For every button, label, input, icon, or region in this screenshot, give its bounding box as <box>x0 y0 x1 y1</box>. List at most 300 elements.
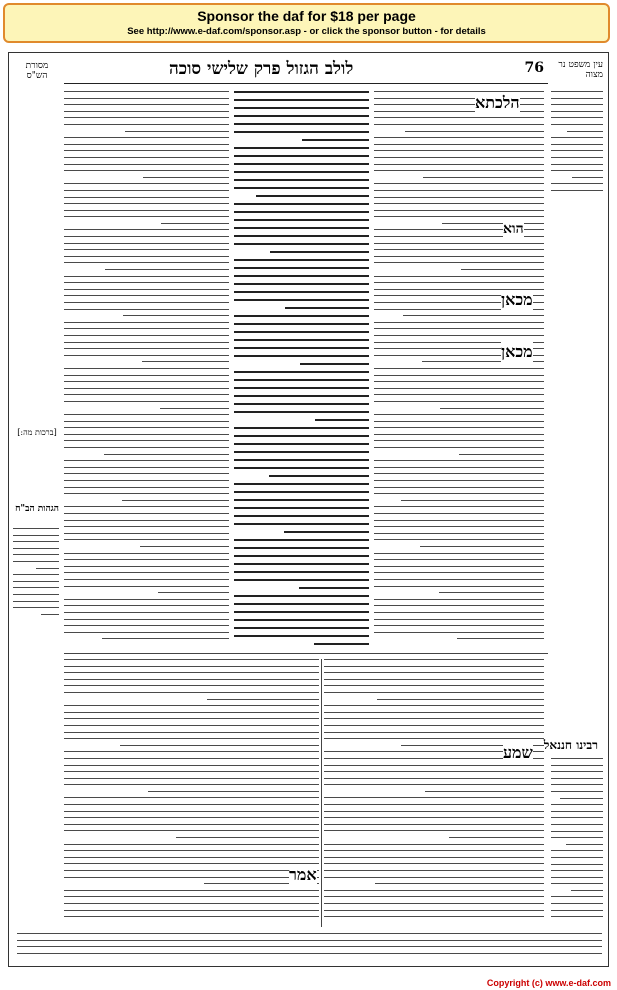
text-line <box>374 513 544 514</box>
text-line <box>64 421 229 422</box>
sponsor-title[interactable]: Sponsor the daf for $18 per page <box>197 8 416 24</box>
text-line <box>234 483 369 485</box>
text-line <box>64 844 319 845</box>
hagahot-margin <box>13 528 59 623</box>
text-line <box>551 791 603 792</box>
text-line <box>143 177 229 178</box>
text-line <box>64 381 229 382</box>
text-line <box>374 381 544 382</box>
mesorat-hashas-heading: מסורת הש"ס <box>25 61 49 81</box>
text-line <box>64 863 319 864</box>
text-line <box>64 401 229 402</box>
text-line <box>551 124 603 125</box>
text-line <box>64 751 319 752</box>
text-line <box>13 594 59 595</box>
text-line <box>374 190 544 191</box>
text-line <box>374 144 544 145</box>
text-line <box>64 586 229 587</box>
text-line <box>551 190 603 191</box>
text-line <box>374 197 544 198</box>
text-line <box>234 131 369 133</box>
text-line <box>440 408 544 409</box>
text-line <box>551 903 603 904</box>
text-line <box>64 394 229 395</box>
text-line <box>125 131 229 132</box>
text-line <box>64 124 229 125</box>
text-line <box>64 137 229 138</box>
text-line <box>234 547 369 549</box>
text-line <box>64 896 319 897</box>
text-line <box>64 368 229 369</box>
text-line <box>64 210 229 211</box>
text-line <box>64 164 229 165</box>
text-line <box>374 487 544 488</box>
text-line <box>64 778 319 779</box>
text-line <box>234 171 369 173</box>
text-line <box>374 157 544 158</box>
text-line <box>374 216 544 217</box>
text-line <box>457 638 544 639</box>
text-line <box>374 526 544 527</box>
text-line <box>551 910 603 911</box>
text-line <box>374 335 544 336</box>
text-line <box>64 289 229 290</box>
text-line <box>234 571 369 573</box>
text-line <box>374 559 544 560</box>
text-line <box>64 692 319 693</box>
text-line <box>374 124 544 125</box>
text-line <box>234 555 369 557</box>
text-line <box>234 459 369 461</box>
text-line <box>64 526 229 527</box>
text-line <box>64 170 229 171</box>
text-line <box>64 566 229 567</box>
lower-left-commentary <box>64 659 319 927</box>
text-line <box>64 328 229 329</box>
text-line <box>270 251 369 253</box>
text-line <box>566 844 603 845</box>
text-line <box>64 487 229 488</box>
text-line <box>234 155 369 157</box>
text-line <box>324 804 544 805</box>
text-line <box>324 725 544 726</box>
text-line <box>324 890 544 891</box>
text-line <box>324 659 544 660</box>
text-line <box>374 164 544 165</box>
text-line <box>374 322 544 323</box>
copyright-link[interactable]: Copyright (c) www.e-daf.com <box>486 978 611 988</box>
text-line <box>234 563 369 565</box>
text-line <box>64 322 229 323</box>
text-line <box>374 375 544 376</box>
sponsor-subtitle[interactable]: See http://www.e-daf.com/sponsor.asp - or click the sponsor button - for details <box>127 26 486 37</box>
text-line <box>64 712 319 713</box>
text-line <box>374 210 544 211</box>
text-line <box>64 111 229 112</box>
text-line <box>64 830 319 831</box>
text-line <box>374 282 544 283</box>
text-line <box>64 890 319 891</box>
text-line <box>13 607 59 608</box>
text-line <box>64 447 229 448</box>
text-line <box>64 857 319 858</box>
text-line <box>64 229 229 230</box>
text-line <box>374 473 544 474</box>
text-line <box>324 705 544 706</box>
text-line <box>64 493 229 494</box>
column-divider <box>321 659 322 927</box>
text-line <box>374 243 544 244</box>
text-line <box>234 451 369 453</box>
text-line <box>324 863 544 864</box>
text-line <box>64 190 229 191</box>
text-line <box>324 910 544 911</box>
text-line <box>234 323 369 325</box>
text-line <box>234 179 369 181</box>
text-line <box>64 473 229 474</box>
text-line <box>234 107 369 109</box>
text-line <box>64 579 229 580</box>
text-line <box>64 553 229 554</box>
text-line <box>148 791 319 792</box>
text-line <box>234 355 369 357</box>
text-line <box>374 619 544 620</box>
text-line <box>64 732 319 733</box>
rashi-column <box>374 91 544 651</box>
text-line <box>374 91 544 92</box>
text-line <box>64 150 229 151</box>
text-line <box>64 910 319 911</box>
text-line <box>64 513 229 514</box>
text-line <box>374 137 544 138</box>
text-line <box>234 443 369 445</box>
text-line <box>13 601 59 602</box>
text-line <box>374 447 544 448</box>
text-line <box>17 946 602 947</box>
text-line <box>374 506 544 507</box>
text-line <box>374 553 544 554</box>
text-line <box>64 434 229 435</box>
text-line <box>374 539 544 540</box>
text-line <box>234 467 369 469</box>
text-line <box>234 123 369 125</box>
text-line <box>234 411 369 413</box>
text-line <box>299 587 369 589</box>
text-line <box>64 539 229 540</box>
text-line <box>64 718 319 719</box>
page-number: 76 <box>524 60 544 76</box>
text-line <box>324 857 544 858</box>
text-line <box>64 249 229 250</box>
text-line <box>551 183 603 184</box>
text-line <box>285 307 369 309</box>
text-line <box>64 619 229 620</box>
text-line <box>374 586 544 587</box>
text-line <box>324 844 544 845</box>
text-line <box>234 523 369 525</box>
text-line <box>13 554 59 555</box>
text-line <box>64 335 229 336</box>
text-line <box>64 388 229 389</box>
text-line <box>551 824 603 825</box>
text-line <box>64 104 229 105</box>
text-line <box>64 738 319 739</box>
text-line <box>64 572 229 573</box>
text-line <box>234 147 369 149</box>
text-line <box>234 371 369 373</box>
text-line <box>234 499 369 501</box>
lead-word-halacha: הלכתא <box>475 93 520 112</box>
text-line <box>374 401 544 402</box>
page-title: לולב הגזול פרק שלישי סוכה <box>169 59 354 79</box>
text-line <box>374 612 544 613</box>
text-line <box>374 520 544 521</box>
text-line <box>122 500 229 501</box>
text-line <box>551 758 603 759</box>
text-line <box>374 440 544 441</box>
text-line <box>551 811 603 812</box>
text-line <box>234 187 369 189</box>
text-line <box>551 778 603 779</box>
text-line <box>64 256 229 257</box>
text-line <box>64 282 229 283</box>
text-line <box>64 612 229 613</box>
text-line <box>64 705 319 706</box>
lead-word-mikan-2: מכאן <box>501 342 533 361</box>
text-line <box>64 91 229 92</box>
text-line <box>234 243 369 245</box>
text-line <box>234 331 369 333</box>
text-line <box>234 635 369 637</box>
text-line <box>41 614 59 615</box>
text-line <box>13 587 59 588</box>
text-line <box>64 666 319 667</box>
text-line <box>374 183 544 184</box>
text-line <box>551 864 603 865</box>
text-line <box>374 368 544 369</box>
text-line <box>324 824 544 825</box>
text-line <box>374 427 544 428</box>
text-line <box>551 91 603 92</box>
text-line <box>64 771 319 772</box>
text-line <box>64 659 319 660</box>
text-line <box>374 460 544 461</box>
text-line <box>234 259 369 261</box>
text-line <box>324 685 544 686</box>
text-line <box>551 765 603 766</box>
text-line <box>64 559 229 560</box>
text-line <box>571 890 603 891</box>
text-line <box>459 454 544 455</box>
text-line <box>64 784 319 785</box>
text-line <box>324 811 544 812</box>
text-line <box>64 98 229 99</box>
lead-word-mikan: מכאן <box>501 290 533 309</box>
text-line <box>64 520 229 521</box>
text-line <box>374 566 544 567</box>
text-line <box>13 535 59 536</box>
text-line <box>234 427 369 429</box>
sponsor-banner[interactable] <box>3 3 610 43</box>
hagahot-heading: הגהות הב"ח <box>15 504 59 514</box>
text-line <box>64 811 319 812</box>
text-line <box>374 249 544 250</box>
text-line <box>324 870 544 871</box>
text-line <box>234 267 369 269</box>
text-line <box>551 877 603 878</box>
text-line <box>234 515 369 517</box>
text-line <box>64 309 229 310</box>
text-line <box>234 315 369 317</box>
text-line <box>234 603 369 605</box>
text-line <box>234 403 369 405</box>
text-line <box>234 275 369 277</box>
text-line <box>64 262 229 263</box>
text-line <box>120 745 319 746</box>
text-line <box>64 877 319 878</box>
text-line <box>374 117 544 118</box>
text-line <box>324 850 544 851</box>
lead-word-shema: שמע <box>503 743 533 762</box>
text-line <box>64 533 229 534</box>
text-line <box>374 533 544 534</box>
text-line <box>551 111 603 112</box>
text-line <box>300 363 369 365</box>
text-line <box>64 157 229 158</box>
text-line <box>64 797 319 798</box>
text-line <box>461 269 544 270</box>
text-line <box>324 771 544 772</box>
text-line <box>324 817 544 818</box>
text-line <box>176 837 319 838</box>
text-line <box>64 804 319 805</box>
text-line <box>234 627 369 629</box>
text-line <box>324 903 544 904</box>
text-line <box>302 139 370 141</box>
text-line <box>324 916 544 917</box>
text-line <box>64 480 229 481</box>
text-line <box>403 315 544 316</box>
text-line <box>439 592 544 593</box>
text-line <box>17 940 602 941</box>
text-line <box>64 758 319 759</box>
text-line <box>374 467 544 468</box>
text-line <box>234 339 369 341</box>
text-line <box>420 546 544 547</box>
text-line <box>234 435 369 437</box>
text-line <box>13 574 59 575</box>
text-line <box>234 283 369 285</box>
text-line <box>324 672 544 673</box>
text-line <box>234 379 369 381</box>
text-line <box>105 269 229 270</box>
text-line <box>64 236 229 237</box>
lead-word-amar: אמר <box>289 865 317 884</box>
text-line <box>64 903 319 904</box>
text-line <box>551 104 603 105</box>
text-line <box>64 197 229 198</box>
text-line <box>234 347 369 349</box>
header-rule <box>64 83 548 84</box>
text-line <box>207 699 319 700</box>
text-line <box>13 548 59 549</box>
text-line <box>551 784 603 785</box>
brachot-reference: [ברכות מה:] <box>17 428 57 437</box>
text-line <box>64 440 229 441</box>
text-line <box>324 765 544 766</box>
text-line <box>442 223 544 224</box>
lead-word-hu: הוא <box>503 221 524 237</box>
text-line <box>64 414 229 415</box>
text-line <box>374 625 544 626</box>
text-line <box>64 144 229 145</box>
text-line <box>374 572 544 573</box>
text-line <box>551 137 603 138</box>
text-line <box>324 797 544 798</box>
text-line <box>374 414 544 415</box>
text-line <box>551 870 603 871</box>
text-line <box>256 195 369 197</box>
text-line <box>284 531 369 533</box>
text-line <box>551 857 603 858</box>
text-line <box>234 291 369 293</box>
text-line <box>234 611 369 613</box>
text-line <box>234 115 369 117</box>
text-line <box>64 427 229 428</box>
text-line <box>551 916 603 917</box>
text-line <box>374 388 544 389</box>
text-line <box>551 896 603 897</box>
text-line <box>374 421 544 422</box>
text-line <box>64 467 229 468</box>
text-line <box>374 480 544 481</box>
text-line <box>234 219 369 221</box>
text-line <box>140 546 229 547</box>
text-line <box>64 216 229 217</box>
text-line <box>324 784 544 785</box>
text-line <box>64 824 319 825</box>
text-line <box>64 679 319 680</box>
text-line <box>17 933 602 934</box>
page-header <box>9 59 608 81</box>
text-line <box>234 203 369 205</box>
text-line <box>551 850 603 851</box>
text-line <box>377 699 544 700</box>
text-line <box>551 150 603 151</box>
text-line <box>234 387 369 389</box>
text-line <box>551 157 603 158</box>
text-line <box>64 725 319 726</box>
text-line <box>64 342 229 343</box>
text-line <box>551 804 603 805</box>
text-line <box>13 541 59 542</box>
rabeinu-chananel-heading: רבינו חננאל <box>543 738 598 752</box>
text-line <box>64 276 229 277</box>
text-line <box>123 315 229 316</box>
text-line <box>375 883 544 884</box>
text-line <box>324 718 544 719</box>
text-line <box>324 679 544 680</box>
text-line <box>64 117 229 118</box>
text-line <box>64 460 229 461</box>
text-line <box>64 685 319 686</box>
ein-mishpat-heading: עין משפט נר מצוה <box>558 60 603 80</box>
text-line <box>551 170 603 171</box>
text-line <box>234 507 369 509</box>
text-line <box>374 632 544 633</box>
text-line <box>374 605 544 606</box>
text-line <box>567 131 603 132</box>
